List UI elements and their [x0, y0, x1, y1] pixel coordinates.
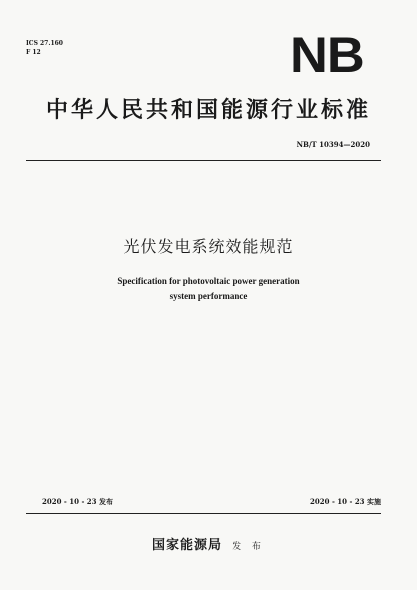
- document-title-english: [0, 274, 417, 304]
- bottom-divider: [26, 513, 381, 514]
- ccs-code: F 12: [26, 49, 41, 56]
- standard-category-title: 中华人民共和国能源行业标准: [45, 98, 371, 123]
- issuer-line: [0, 534, 417, 553]
- standard-number: NB/T 10394—2020: [296, 140, 370, 149]
- issue-date: 2020 - 10 - 23 发布: [42, 497, 113, 506]
- english-title-line-2: system performance: [169, 291, 248, 301]
- nb-logo: NB: [290, 27, 364, 83]
- english-title-line-1: Specification for photovoltaic power generation: [117, 276, 300, 286]
- implementation-date: 2020 - 10 - 23 实施: [310, 497, 381, 506]
- ics-code: ICS 27.160: [26, 40, 63, 47]
- issuer-action: 发 布: [232, 542, 265, 552]
- issuer-name: 国家能源局: [152, 538, 223, 553]
- top-divider: [26, 160, 381, 161]
- classification-codes: [26, 39, 63, 57]
- document-title-chinese: 光伏发电系统效能规范: [123, 237, 294, 256]
